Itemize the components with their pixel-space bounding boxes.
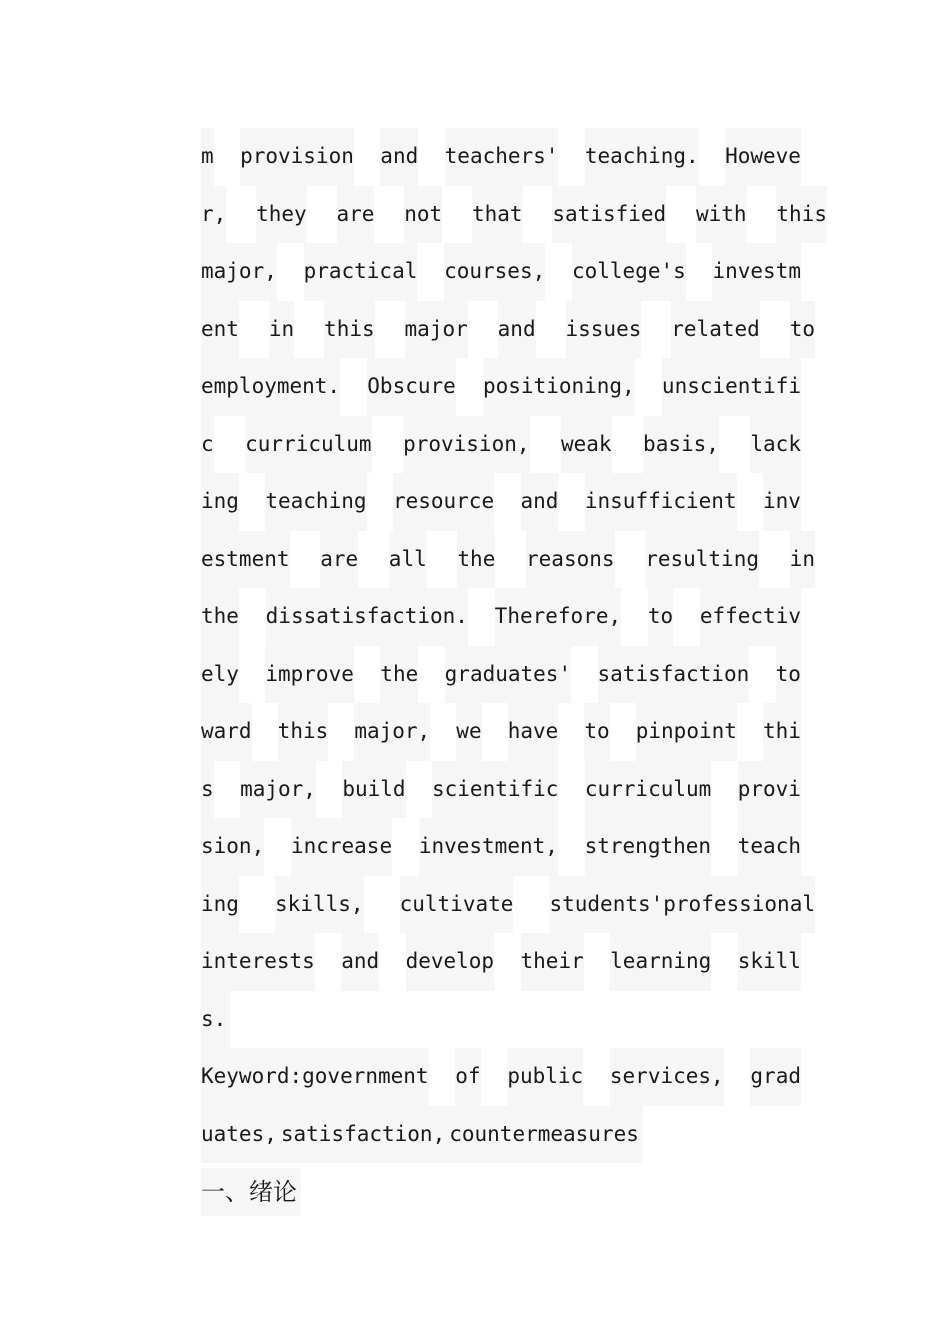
word: investm: [712, 243, 801, 301]
word: resulting: [645, 531, 759, 589]
word: teaching: [265, 473, 366, 531]
word: to: [790, 301, 815, 359]
word: grad: [750, 1048, 801, 1106]
word: to: [584, 703, 609, 761]
word: their: [521, 933, 584, 991]
word: r,: [201, 186, 226, 244]
word: related: [671, 301, 760, 359]
word: major: [405, 301, 468, 359]
word: c: [201, 416, 214, 474]
word: satisfaction,: [281, 1106, 449, 1164]
word: to: [648, 588, 673, 646]
word: inv: [763, 473, 801, 531]
text-line: [201, 186, 827, 244]
keyword-line: [201, 1106, 831, 1164]
word: all: [389, 531, 427, 589]
word: provision: [240, 128, 354, 186]
word: to: [776, 646, 801, 704]
word: thi: [763, 703, 801, 761]
word: skill: [738, 933, 801, 991]
word: issues: [566, 301, 642, 359]
word: this: [278, 703, 329, 761]
word: ward: [201, 703, 252, 761]
word: dissatisfaction.: [266, 588, 468, 646]
word: Obscure: [367, 358, 456, 416]
word: that: [472, 186, 523, 244]
word: basis,: [643, 416, 719, 474]
text-line: [201, 991, 831, 1049]
word: satisfied: [552, 186, 666, 244]
text-line: [201, 703, 801, 761]
section-heading: 一、绪论: [201, 1168, 301, 1216]
word: Therefore,: [495, 588, 621, 646]
word: m: [201, 128, 214, 186]
word: s: [201, 761, 214, 819]
word: ent: [201, 301, 239, 359]
word: courses,: [444, 243, 545, 301]
word: provision,: [403, 416, 529, 474]
text-line: [201, 301, 815, 359]
word: with: [696, 186, 747, 244]
word: uates,: [201, 1106, 281, 1164]
word: ing: [201, 473, 239, 531]
word: increase: [291, 818, 392, 876]
text-line: [201, 761, 801, 819]
word: develop: [406, 933, 495, 991]
word: teachers': [445, 128, 559, 186]
text-line: [201, 531, 815, 589]
word: insufficient: [585, 473, 737, 531]
text-line: [201, 473, 801, 531]
word: improve: [265, 646, 354, 704]
word: college's: [572, 243, 686, 301]
word: reasons: [526, 531, 615, 589]
word: weak: [561, 416, 612, 474]
word: teach: [738, 818, 801, 876]
text-line: [201, 128, 801, 186]
word: ely: [201, 646, 239, 704]
word: satisfaction: [598, 646, 750, 704]
text-line: [201, 243, 801, 301]
word: students'professional: [549, 876, 815, 934]
word: positioning,: [483, 358, 635, 416]
word: cultivate: [400, 876, 514, 934]
word: of: [455, 1048, 480, 1106]
word: learning: [610, 933, 711, 991]
text-line: [201, 358, 801, 416]
text-line: [201, 818, 801, 876]
word: public: [507, 1048, 583, 1106]
word: employment.: [201, 358, 340, 416]
word: they: [256, 186, 307, 244]
word: ing: [201, 876, 239, 934]
word: interests: [201, 933, 315, 991]
word: practical: [304, 243, 418, 301]
word: major,: [201, 243, 277, 301]
word: the: [201, 588, 239, 646]
word: and: [521, 473, 559, 531]
word: in: [269, 301, 294, 359]
word: are: [320, 531, 358, 589]
word: unscientifi: [662, 358, 801, 416]
word: the: [380, 646, 418, 704]
word: services,: [610, 1048, 724, 1106]
word: major,: [240, 761, 316, 819]
word: this: [776, 186, 827, 244]
word: Keyword:government: [201, 1048, 429, 1106]
word: curriculum: [245, 416, 371, 474]
text-line: [201, 876, 815, 934]
text-line: [201, 933, 801, 991]
word: build: [342, 761, 405, 819]
word: not: [404, 186, 442, 244]
word: major,: [354, 703, 430, 761]
word: effectiv: [700, 588, 801, 646]
word: in: [790, 531, 815, 589]
word: provi: [738, 761, 801, 819]
word: investment,: [419, 818, 558, 876]
word: countermeasures: [449, 1106, 643, 1164]
word: curriculum: [585, 761, 711, 819]
word: resource: [393, 473, 494, 531]
word: Howeve: [725, 128, 801, 186]
word: lack: [750, 416, 801, 474]
word: this: [324, 301, 375, 359]
word: sion,: [201, 818, 264, 876]
word: graduates': [445, 646, 571, 704]
word: are: [337, 186, 375, 244]
word: and: [380, 128, 418, 186]
text-line: [201, 416, 801, 474]
word: s.: [201, 991, 230, 1049]
word: scientific: [432, 761, 558, 819]
word: estment: [201, 531, 290, 589]
word: we: [456, 703, 481, 761]
text-line: [201, 646, 801, 704]
word: and: [498, 301, 536, 359]
abstract-text: [201, 128, 831, 1163]
word: strengthen: [585, 818, 711, 876]
word: skills,: [275, 876, 364, 934]
word: teaching.: [585, 128, 699, 186]
word: and: [341, 933, 379, 991]
keyword-line: [201, 1048, 801, 1106]
text-line: [201, 588, 801, 646]
word: have: [508, 703, 559, 761]
word: the: [457, 531, 495, 589]
word: pinpoint: [636, 703, 737, 761]
